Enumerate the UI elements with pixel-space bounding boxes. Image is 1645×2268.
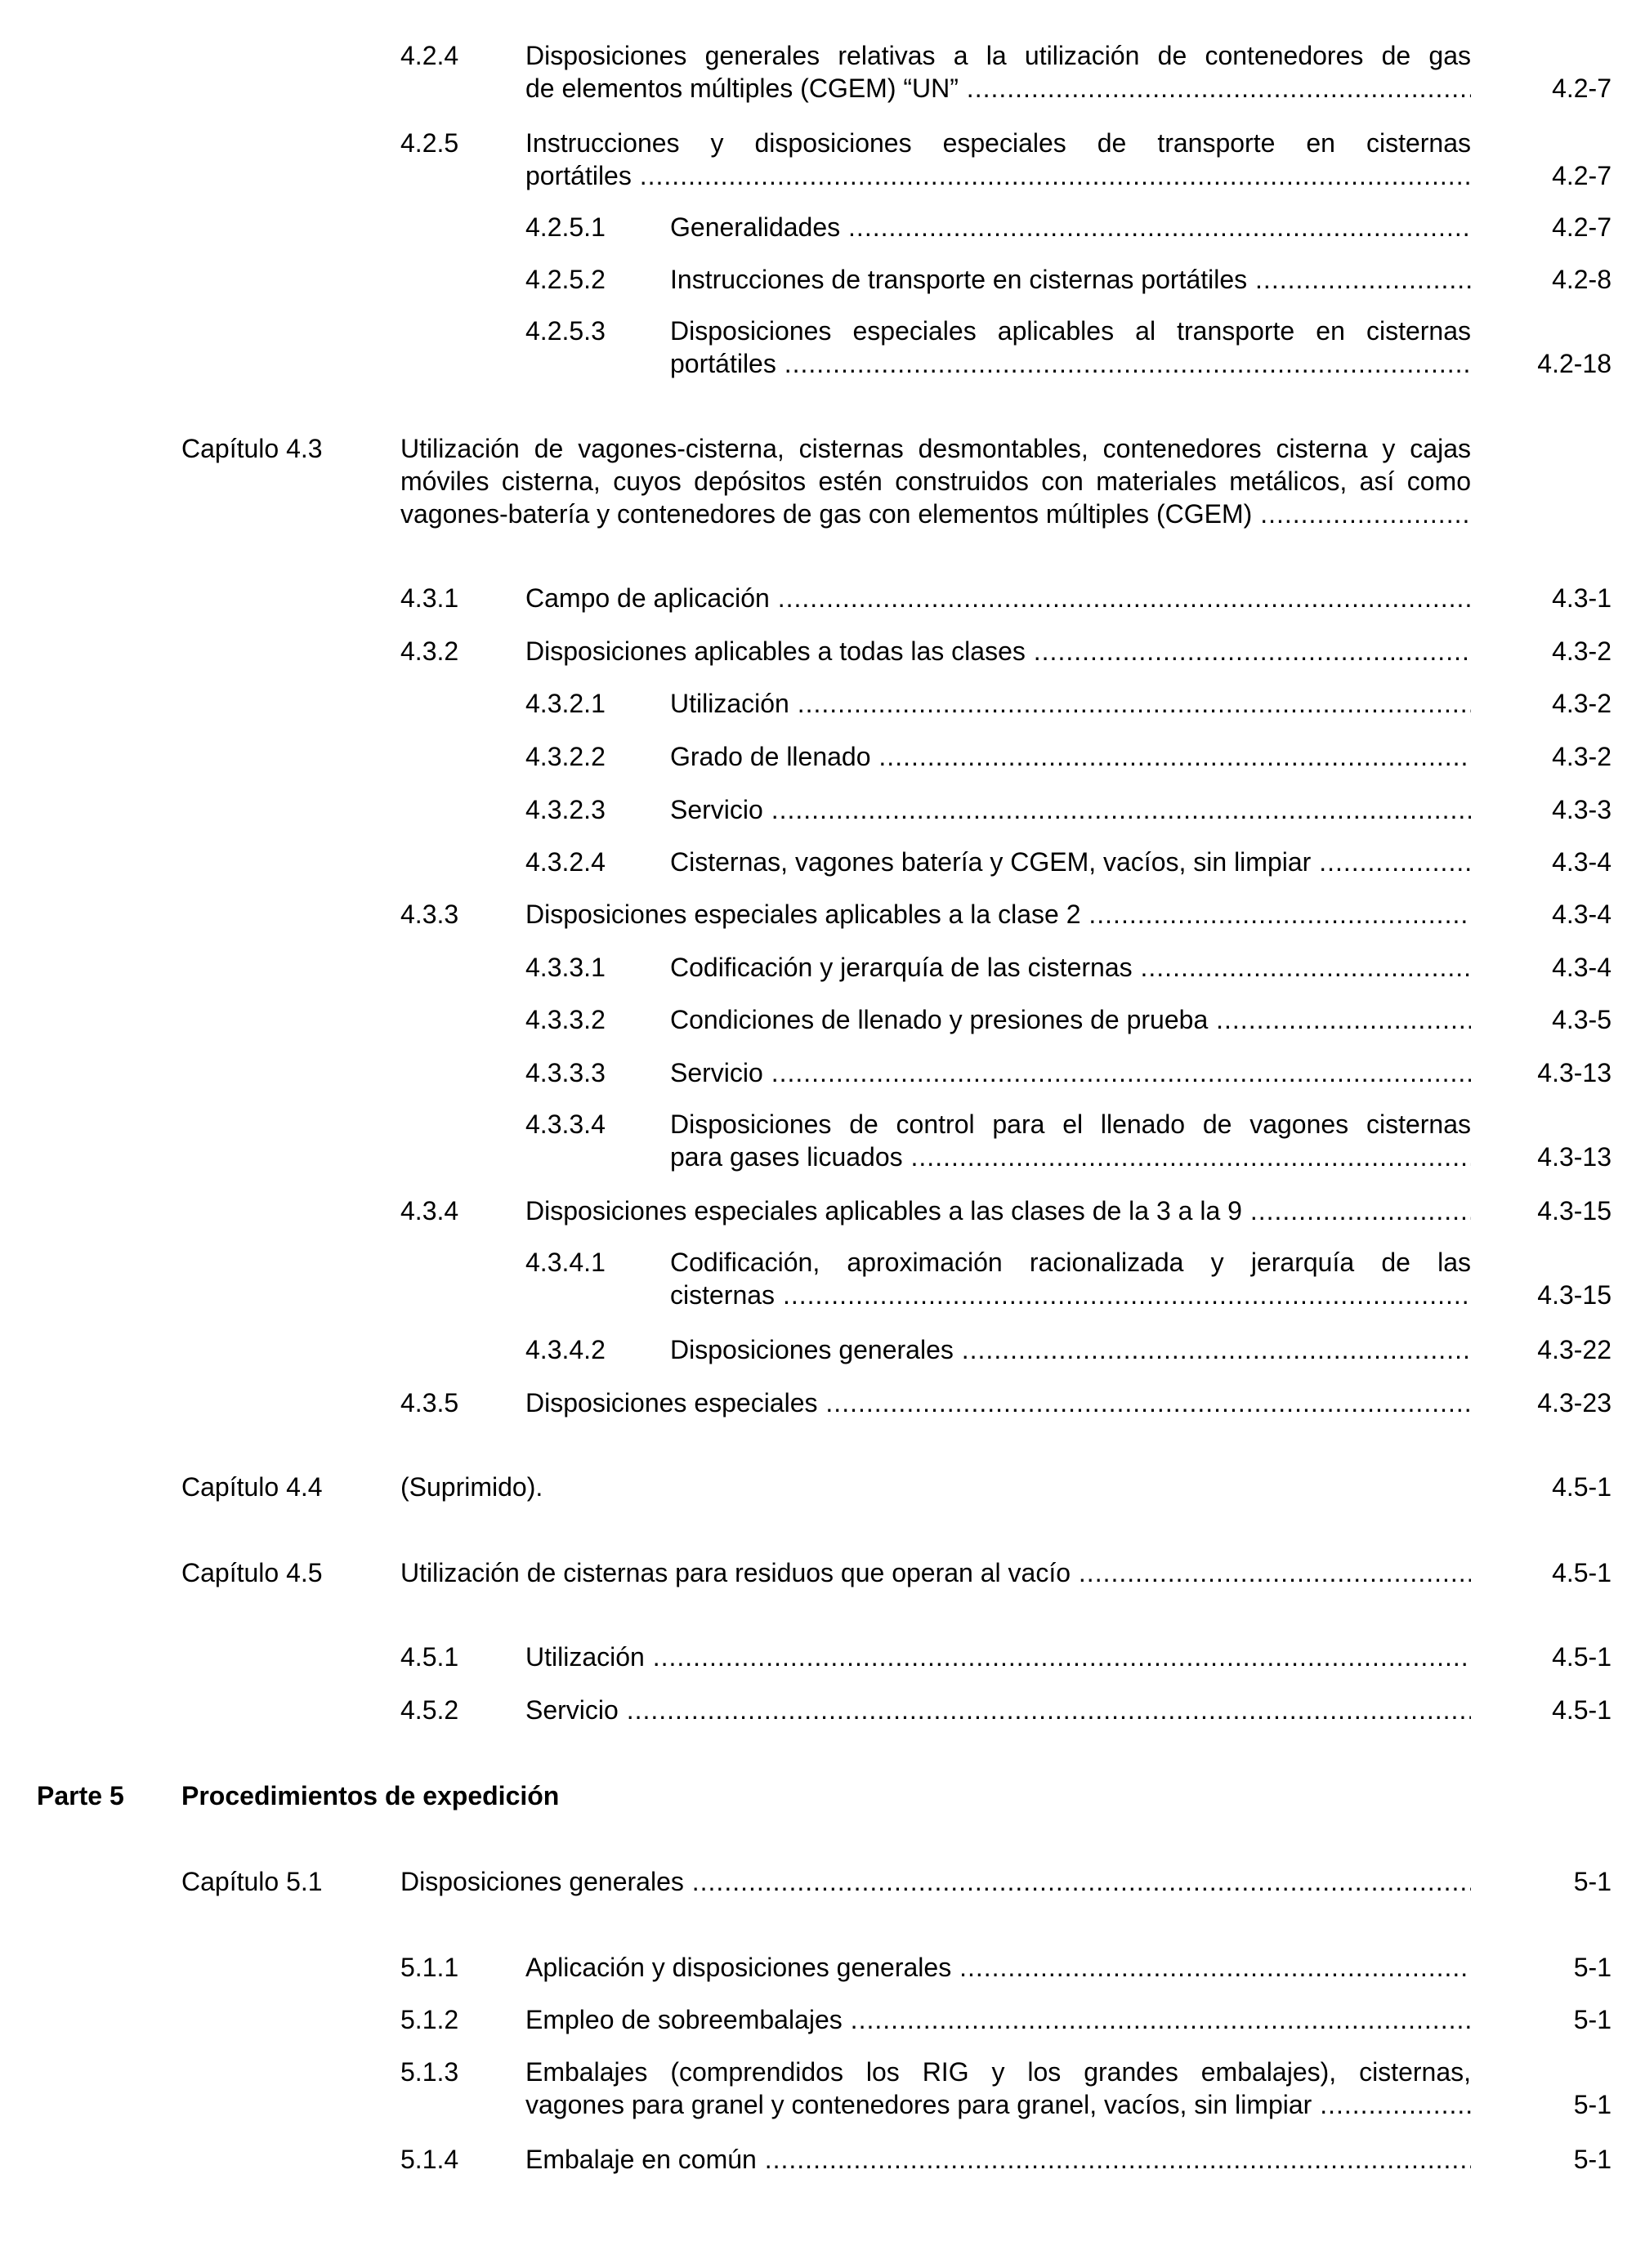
toc-entry-title <box>525 1641 1471 1673</box>
toc-entry-page-number: 4.3-23 <box>1537 1388 1611 1418</box>
toc-entry-page-number: 4.3-5 <box>1552 1005 1611 1034</box>
toc-entry-title <box>670 1056 1471 1089</box>
toc-entry-title <box>670 1333 1471 1366</box>
toc-entry-number: 4.3.2.1 <box>525 689 606 718</box>
toc-entry-title-last-line: Disposiciones generales ..... <box>670 1333 1471 1366</box>
toc-entry-title-last-line: Instrucciones de transporte en cisternas portátiles ..... <box>670 263 1471 296</box>
toc-entry-title-last-line: Utilización de cisternas para residuos que operan al vacío ..... <box>400 1556 1471 1589</box>
toc-entry-title <box>670 1003 1471 1036</box>
toc-entry-title <box>525 898 1471 931</box>
toc-entry-number: 4.3.3.2 <box>525 1005 606 1034</box>
toc-entry-title <box>400 432 1471 530</box>
toc-entry-title-line: Embalajes (comprendidos los RIG y los grandes embalajes), cisternas, <box>525 2057 1471 2087</box>
toc-entry-page-number: 4.3-15 <box>1537 1196 1611 1226</box>
toc-entry-title-last-line: Servicio ..... <box>670 793 1471 826</box>
toc-entry-title <box>525 635 1471 667</box>
toc-entry-page-number: 4.2-7 <box>1552 212 1611 242</box>
toc-entry-number: 4.3.3.1 <box>525 953 606 982</box>
toc-entry-page-number: 4.3-2 <box>1552 742 1611 771</box>
toc-entry-title-line: móviles cisterna, cuyos depósitos estén construidos con materiales metálicos, así como <box>400 467 1471 496</box>
toc-entry-title-last-line: Aplicación y disposiciones generales ..... <box>525 1951 1471 1984</box>
toc-entry-title-last-line: Disposiciones aplicables a todas las clases ..... <box>525 635 1471 667</box>
toc-entry-title-last-line: vagones-batería y contenedores de gas con elementos múltiples (CGEM) ..... <box>400 498 1471 530</box>
toc-entry-title-last-line: portátiles ..... <box>525 159 1471 192</box>
toc-entry-title <box>525 127 1471 192</box>
toc-entry-number: Parte 5 <box>37 1781 124 1810</box>
toc-entry-page-number: 4.3-3 <box>1552 795 1611 824</box>
toc-entry-title-last-line: Disposiciones especiales aplicables a las clases de la 3 a la 9 ..... <box>525 1194 1471 1227</box>
toc-entry-number: 4.3.1 <box>400 583 459 613</box>
toc-entry-page-number: 4.3-22 <box>1537 1335 1611 1364</box>
toc-entry-number: 4.2.5.3 <box>525 316 606 346</box>
toc-entry-number: Capítulo 5.1 <box>181 1867 323 1896</box>
toc-entry-page-number: 4.3-4 <box>1552 847 1611 877</box>
toc-entry-page-number: 4.3-15 <box>1537 1280 1611 1310</box>
toc-entry-page-number: 4.3-2 <box>1552 689 1611 718</box>
toc-entry-title <box>525 2143 1471 2176</box>
toc-entry-title-last-line: Codificación y jerarquía de las cisternas ..... <box>670 951 1471 984</box>
toc-entry-title-last-line: Cisternas, vagones batería y CGEM, vacíos, sin limpiar ..... <box>670 846 1471 878</box>
toc-entry-page-number: 4.5-1 <box>1552 1472 1611 1502</box>
toc-entry-page-number: 4.3-1 <box>1552 583 1611 613</box>
toc-entry-title-last-line: Servicio ..... <box>525 1694 1471 1726</box>
toc-entry-title-last-line: Disposiciones especiales aplicables a la clase 2 ..... <box>525 898 1471 931</box>
toc-entry-page-number: 4.2-18 <box>1537 349 1611 378</box>
toc-entry-page-number: 5-1 <box>1573 1867 1611 1896</box>
toc-entry-page-number: 4.2-7 <box>1552 161 1611 190</box>
toc-entry-title-last-line: Utilización ..... <box>670 687 1471 720</box>
toc-entry-title <box>670 211 1471 243</box>
toc-entry-title-last-line: Utilización ..... <box>525 1641 1471 1673</box>
toc-entry-title-last-line: portátiles ..... <box>670 347 1471 380</box>
toc-entry-title-last-line: Condiciones de llenado y presiones de prueba ..... <box>670 1003 1471 1036</box>
toc-entry-title-last-line: cisternas ..... <box>670 1279 1471 1311</box>
toc-entry-page-number: 4.5-1 <box>1552 1695 1611 1725</box>
toc-entry-number: 4.3.4.1 <box>525 1248 606 1277</box>
toc-entry-number: 4.3.2.4 <box>525 847 606 877</box>
toc-entry-page-number: 4.5-1 <box>1552 1642 1611 1672</box>
toc-entry-title-line: Disposiciones especiales aplicables al transporte en cisternas <box>670 316 1471 346</box>
toc-entry-number: 4.3.4.2 <box>525 1335 606 1364</box>
toc-entry-title <box>525 1386 1471 1419</box>
toc-entry-page-number: 5-1 <box>1573 2005 1611 2034</box>
toc-entry-number: 5.1.4 <box>400 2145 459 2174</box>
toc-entry-title-line: Codificación, aproximación racionalizada y jerarquía de las <box>670 1248 1471 1277</box>
toc-entry-page-number: 4.2-8 <box>1552 265 1611 294</box>
toc-entry-number: 4.3.3 <box>400 900 459 929</box>
toc-entry-title-line: Utilización de vagones-cisterna, cisternas desmontables, contenedores cisterna y cajas <box>400 434 1471 463</box>
toc-entry-page-number: 5-1 <box>1573 2145 1611 2174</box>
toc-entry-title-last-line: (Suprimido). <box>400 1472 543 1502</box>
toc-entry-title <box>670 846 1471 878</box>
toc-entry-title <box>525 1694 1471 1726</box>
toc-entry-title-last-line: de elementos múltiples (CGEM) “UN” ..... <box>525 72 1471 105</box>
toc-entry-number: 4.3.4 <box>400 1196 459 1226</box>
toc-entry-title-last-line: vagones para granel y contenedores para granel, vacíos, sin limpiar ..... <box>525 2088 1471 2121</box>
toc-entry-page-number: 5-1 <box>1573 1953 1611 1982</box>
toc-entry-title <box>400 1556 1471 1589</box>
toc-entry-title <box>525 1951 1471 1984</box>
toc-entry-number: 4.3.3.3 <box>525 1058 606 1087</box>
toc-entry-title-last-line: para gases licuados ..... <box>670 1141 1471 1173</box>
toc-entry-number: 4.5.2 <box>400 1695 459 1725</box>
toc-entry-page-number: 4.3-13 <box>1537 1142 1611 1172</box>
toc-entry-title <box>670 740 1471 773</box>
toc-entry-title <box>400 1471 1471 1503</box>
toc-entry-page-number: 4.3-13 <box>1537 1058 1611 1087</box>
toc-entry-number: 4.3.2.2 <box>525 742 606 771</box>
toc-entry-title <box>670 793 1471 826</box>
toc-entry-title-last-line: Procedimientos de expedición <box>181 1781 560 1810</box>
toc-entry-title <box>670 1108 1471 1173</box>
toc-entry-title-last-line: Campo de aplicación ..... <box>525 582 1471 614</box>
toc-entry-title-last-line: Empleo de sobreembalajes ..... <box>525 2003 1471 2036</box>
toc-entry-title <box>670 263 1471 296</box>
toc-entry-title <box>525 39 1471 105</box>
toc-entry-title <box>181 1779 1471 1812</box>
toc-entry-number: 5.1.1 <box>400 1953 459 1982</box>
toc-entry-title <box>670 687 1471 720</box>
toc-entry-number: 4.2.5.1 <box>525 212 606 242</box>
toc-entry-number: 4.2.4 <box>400 41 459 70</box>
toc-entry-page-number: 4.2-7 <box>1552 74 1611 103</box>
toc-entry-title <box>525 2003 1471 2036</box>
toc-entry-page-number: 4.3-4 <box>1552 900 1611 929</box>
toc-entry-title-line: Instrucciones y disposiciones especiales de transporte en cisternas <box>525 128 1471 158</box>
toc-entry-title-last-line: Disposiciones especiales ..... <box>525 1386 1471 1419</box>
toc-entry-title-last-line: Grado de llenado ..... <box>670 740 1471 773</box>
toc-entry-number: 4.3.5 <box>400 1388 459 1418</box>
toc-entry-title <box>670 1246 1471 1311</box>
toc-entry-number: Capítulo 4.3 <box>181 434 323 463</box>
toc-entry-number: 4.3.3.4 <box>525 1109 606 1139</box>
toc-entry-title <box>525 2056 1471 2121</box>
toc-entry-number: 4.3.2.3 <box>525 795 606 824</box>
toc-entry-number: 4.3.2 <box>400 636 459 666</box>
toc-entry-title-line: Disposiciones generales relativas a la utilización de contenedores de gas <box>525 41 1471 70</box>
toc-entry-title <box>525 582 1471 614</box>
toc-entry-number: Capítulo 4.4 <box>181 1472 323 1502</box>
toc-entry-title <box>670 951 1471 984</box>
toc-entry-number: 4.2.5.2 <box>525 265 606 294</box>
toc-entry-number: 5.1.2 <box>400 2005 459 2034</box>
toc-entry-page-number: 4.3-2 <box>1552 636 1611 666</box>
toc-entry-number: Capítulo 4.5 <box>181 1558 323 1587</box>
toc-entry-title-line: Disposiciones de control para el llenado de vagones cisternas <box>670 1109 1471 1139</box>
toc-entry-title-last-line: Servicio ..... <box>670 1056 1471 1089</box>
toc-entry-title <box>670 315 1471 380</box>
toc-entry-number: 5.1.3 <box>400 2057 459 2087</box>
toc-entry-title <box>400 1865 1471 1898</box>
toc-entry-number: 4.5.1 <box>400 1642 459 1672</box>
toc-entry-title <box>525 1194 1471 1227</box>
toc-entry-page-number: 4.5-1 <box>1552 1558 1611 1587</box>
toc-entry-page-number: 4.3-4 <box>1552 953 1611 982</box>
toc-entry-page-number: 5-1 <box>1573 2090 1611 2119</box>
toc-entry-title-last-line: Embalaje en común ..... <box>525 2143 1471 2176</box>
toc-entry-title-last-line: Generalidades ..... <box>670 211 1471 243</box>
toc-entry-number: 4.2.5 <box>400 128 459 158</box>
toc-entry-title-last-line: Disposiciones generales ..... <box>400 1865 1471 1898</box>
